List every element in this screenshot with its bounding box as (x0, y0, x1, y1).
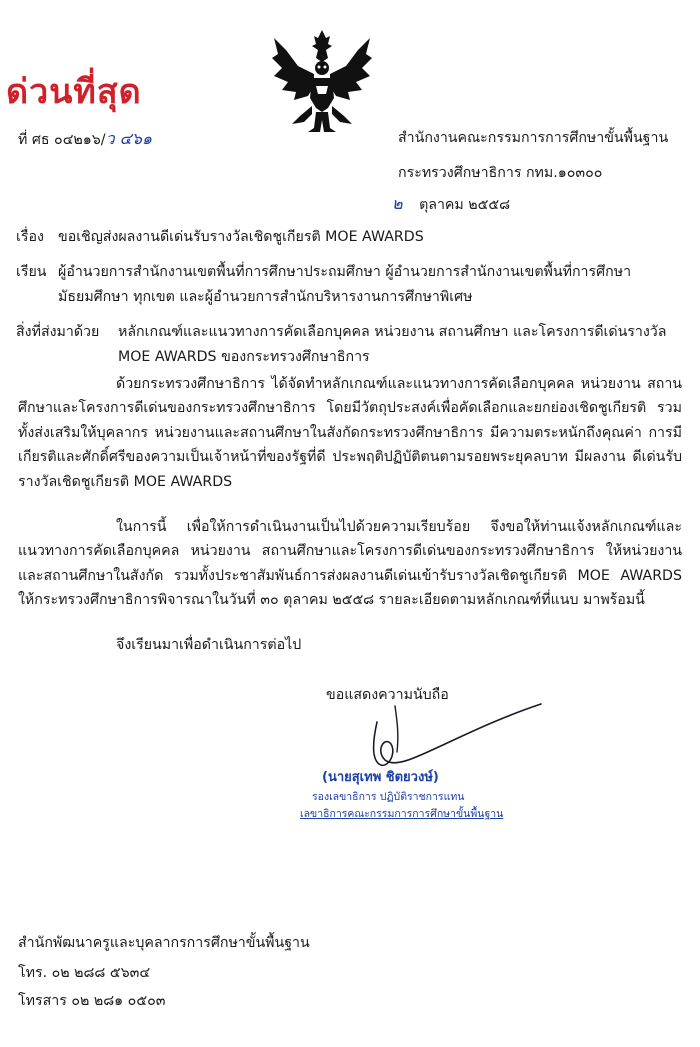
urgency-stamp: ด่วนที่สุด (6, 72, 142, 112)
date-month-year: ตุลาคม ๒๕๕๘ (419, 197, 511, 213)
closing-salutation: ขอแสดงความนับถือ (326, 687, 449, 703)
subject-text: ขอเชิญส่งผลงานดีเด่นรับรางวัลเชิดชูเกียรติ MOE AWARDS (58, 229, 424, 245)
enclosure-line1: หลักเกณฑ์และแนวทางการคัดเลือกบุคคล หน่วยงาน สถานศึกษา และโครงการดีเด่นรางวัล (118, 324, 667, 340)
body-paragraph-2 (18, 515, 682, 613)
office-address: กระทรวงศึกษาธิการ กทม.๑๐๓๐๐ (398, 165, 603, 181)
enclosure-label: สิ่งที่ส่งมาด้วย (16, 324, 100, 340)
paragraph-text: ในการนี้ เพื่อให้การดำเนินงานเป็นไปด้วยความเรียบร้อย จึงขอให้ท่านแจ้งหลักเกณฑ์และ แนวทางการคัดเลือกบุคคล หน่วยงาน สถานศึกษาและโครงการดีเด่นของกระทรวงศึกษาธิการ ให้หน่วยงาน และสถานศึกษาในสังกัด รวมทั้งประชาสัมพันธ์การส่งผลงานดีเด่นเข้ารับรางวัลเชิดชูเกียรติ MOE AWARDS ให้กระทรวงศึกษาธิการพิจารณาในวันที่ ๓๐ ตุลาคม ๒๕๕๘ รายละเอียดตามหลักเกณฑ์ที่แนบ มาพร้อมนี้ (18, 519, 682, 609)
reference-handwritten: ว ๔๖๑ (105, 129, 153, 148)
body-paragraph-1 (18, 372, 682, 494)
subject-label: เรื่อง (16, 229, 44, 245)
signer-position-1: รองเลขาธิการ ปฏิบัติราชการแทน (312, 791, 465, 803)
enclosure-line2: MOE AWARDS ของกระทรวงศึกษาธิการ (118, 349, 370, 365)
reference-printed: ที่ ศธ ๐๔๒๑๖/ (18, 132, 106, 148)
office-name: สำนักงานคณะกรรมการการศึกษาขั้นพื้นฐาน (398, 130, 669, 146)
paragraph-text: ด้วยกระทรวงศึกษาธิการ ได้จัดทำหลักเกณฑ์และแนวทางการคัดเลือกบุคคล หน่วยงาน สถานศึกษาและโครงการดีเด่นของกระทรวงศึกษาธิการ โดยมีวัตถุประสงค์เพื่อคัดเลือกและยกย่องเชิดชูเกียรติ รวมทั้งส่งเสริมให้บุคลากร หน่วยงานและสถานศึกษาในสังกัดกระทรวงศึกษาธิการ มีความตระหนักถึงคุณค่า การมีเกียรติและศักดิ์ศรีของความเป็นเจ้าหน้าที่ของรัฐที่ดี ประพฤติปฏิบัติตนตามรอยพระยุคลบาท มีผลงาน ดีเด่นรับรางวัลเชิดชูเกียรติ MOE AWARDS (18, 376, 682, 490)
reference-number (18, 127, 152, 152)
recipient-label: เรียน (16, 264, 47, 280)
body-paragraph-3: จึงเรียนมาเพื่อดำเนินการต่อไป (116, 637, 302, 653)
recipient-line1: ผู้อำนวยการสำนักงานเขตพื้นที่การศึกษาประถมศึกษา ผู้อำนวยการสำนักงานเขตพื้นที่การศึกษา (58, 264, 632, 280)
letter-date (392, 192, 510, 217)
footer-phone: โทร. ๐๒ ๒๘๘ ๕๖๓๔ (18, 965, 151, 981)
garuda-emblem-icon (268, 28, 376, 134)
signer-name: (นายสุเทพ ชิตยวงษ์) (322, 770, 439, 785)
recipient-line2: มัธยมศึกษา ทุกเขต และผู้อำนวยการสำนักบริหารงานการศึกษาพิเศษ (58, 289, 473, 305)
signer-position-2: เลขาธิการคณะกรรมการการศึกษาขั้นพื้นฐาน (300, 808, 504, 820)
footer-department: สำนักพัฒนาครูและบุคลากรการศึกษาขั้นพื้นฐาน (18, 935, 310, 951)
date-day-handwritten: ๒ (392, 194, 403, 213)
footer-fax: โทรสาร ๐๒ ๒๘๑ ๐๕๐๓ (18, 993, 166, 1009)
